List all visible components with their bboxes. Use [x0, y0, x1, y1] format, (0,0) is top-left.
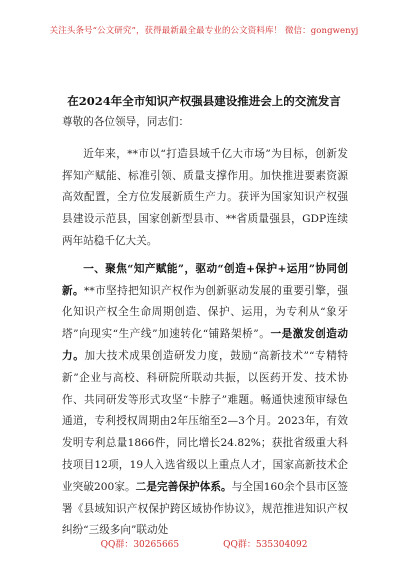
qq-group-1: QQ群：30265665 [100, 540, 180, 550]
qq-group-2: QQ群：535304092 [223, 540, 308, 550]
section-heading-1: 一、聚焦“知产赋能”，驱动“创造+保护+运用”协同创新。 [62, 262, 348, 297]
salutation: 尊敬的各位领导，同志们： [62, 116, 190, 128]
subheading-1: 一是激发创造动力。 [62, 328, 349, 362]
paragraph-section-1 [62, 259, 348, 542]
subheading-2-text: 与全国160余个县市区签署《县域知识产权保护跨区域协作协议》，规范推进知识产权纠纷“三级多向”联动处 [62, 480, 348, 537]
subheading-2: 二是完善保护体系。 [135, 480, 232, 493]
document-title: 在2024年全市知识产权强县建设推进会上的交流发言 [67, 94, 341, 108]
subheading-1-text: 加大技术成果创造研发力度，鼓励“高新技术”“专精特新”企业与高校、科研院所联动共振，以医药开发、技术协作、共同研发等形式攻坚“卡脖子”难题。畅通快速预审绿色通道，专利授权周期由2年压缩至2—3个月。2023年，有效发明专利总量1866件，同比增长24.82%；获批省级重大科技项目12项，19人入选省级以上重点人才，国家高新技术企业突破200家。 [62, 349, 349, 493]
top-banner: 关注头条号“公文研究”，获得最新最全最专业的公文资料库！ 微信：gongwenyj [49, 26, 359, 36]
document-body [62, 112, 348, 542]
section-1-text: **市坚持把知识产权作为创新驱动发展的重要引擎，强化知识产权全生命周期创造、保护、运用，为专利从“象牙塔”向现实“生产线”加速转化“铺路架桥”。 [62, 284, 349, 341]
footer-qq-bar [0, 537, 408, 550]
paragraph-intro: 近年来，**市以“打造县域千亿大市场”为目标，创新发挥知产赋能、标准引领、质量支撑作用。加快推进要素资源高效配置，全方位发展新质生产力。获评为国家知识产权强县建设示范县，国家创新型县市、**省质量强县，GDP连续两年站稳千亿大关。 [62, 147, 348, 247]
